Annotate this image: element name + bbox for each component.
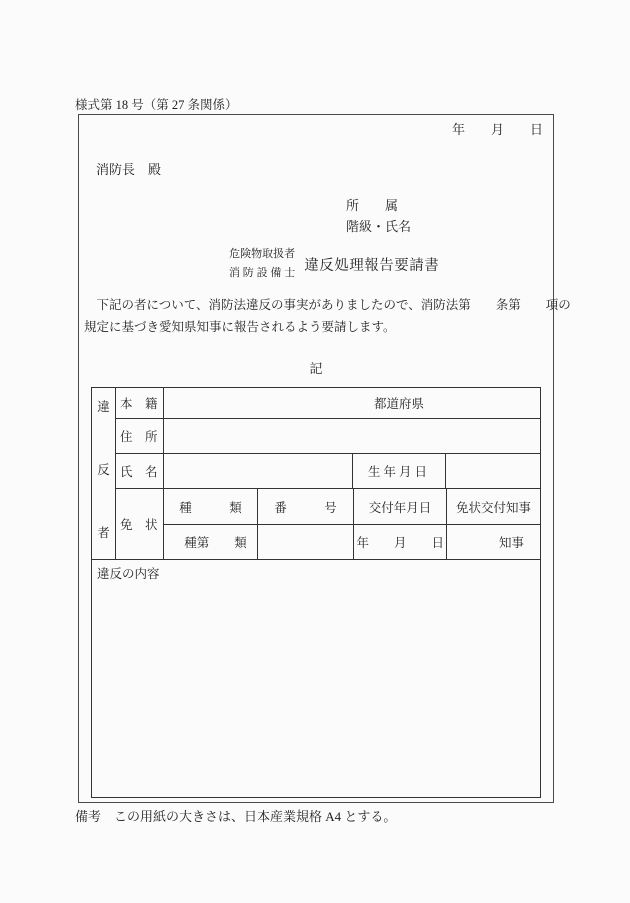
row-name [116,454,540,489]
remark-note: 備考 この用紙の大きさは、日本産業規格 A4 とする。 [75,809,397,824]
license-number-value-cell [258,525,354,559]
license-header-row [164,489,540,525]
name-label: 氏 名 [116,454,164,488]
license-number-header: 番 号 [258,489,354,524]
addressee-fire-chief: 消防長 殿 [96,162,162,177]
document-title [229,245,439,283]
date-placeholder: 年 月 日 [451,122,543,137]
violation-details-label: 違反の内容 [97,567,160,581]
violator-char-3: 者 [97,526,110,540]
registered-domicile-value: 都道府県 [373,397,424,411]
violation-details-cell [92,559,540,797]
license-issuer-header: 免状交付知事 [455,500,531,515]
violator-table [91,387,541,798]
name-value-cell [164,454,353,488]
violator-vertical-label [92,388,116,559]
license-value-row [164,525,540,559]
rank-name-label: 階級・氏名 [346,219,412,234]
main-title-text: 違反処理報告要請書 [304,257,440,274]
address-label: 住 所 [116,419,164,453]
violator-char-1: 違 [97,400,110,414]
registered-domicile-label: 本 籍 [116,388,164,418]
license-type-header: 種 類 [164,489,258,524]
license-type-value: 種第 類 [164,525,258,559]
row-address [116,419,540,454]
form-border-box [78,114,571,803]
body-paragraph-line2: 規定に基づき愛知県知事に報告されるよう要請します。 [84,319,396,334]
row-license [116,489,540,559]
birthdate-label: 生年月日 [353,454,446,488]
affiliation-label: 所 属 [346,198,399,213]
record-marker: 記 [309,361,323,376]
license-issue-date-header: 交付年月日 [354,489,447,524]
qualification-line-hazmat: 危険物取扱者 [229,248,296,260]
qualification-line-equipment: 消防設備士 [229,267,298,279]
body-paragraph [84,295,571,338]
form-style-number: 様式第 18 号（第 27 条関係） [75,98,238,112]
address-value-cell [164,419,540,453]
license-issue-date-value: 年 月 日 [354,525,447,559]
license-issuer-value: 知事 [498,536,524,550]
birthdate-value-cell [446,454,540,488]
violator-char-2: 反 [97,463,110,477]
qualification-stack [229,245,298,283]
violator-table-upper [92,388,540,559]
license-label: 免 状 [116,489,164,559]
row-registered-domicile [116,388,540,419]
body-paragraph-line1: 下記の者について、消防法違反の事実がありましたので、消防法第 条第 項の [84,298,571,312]
